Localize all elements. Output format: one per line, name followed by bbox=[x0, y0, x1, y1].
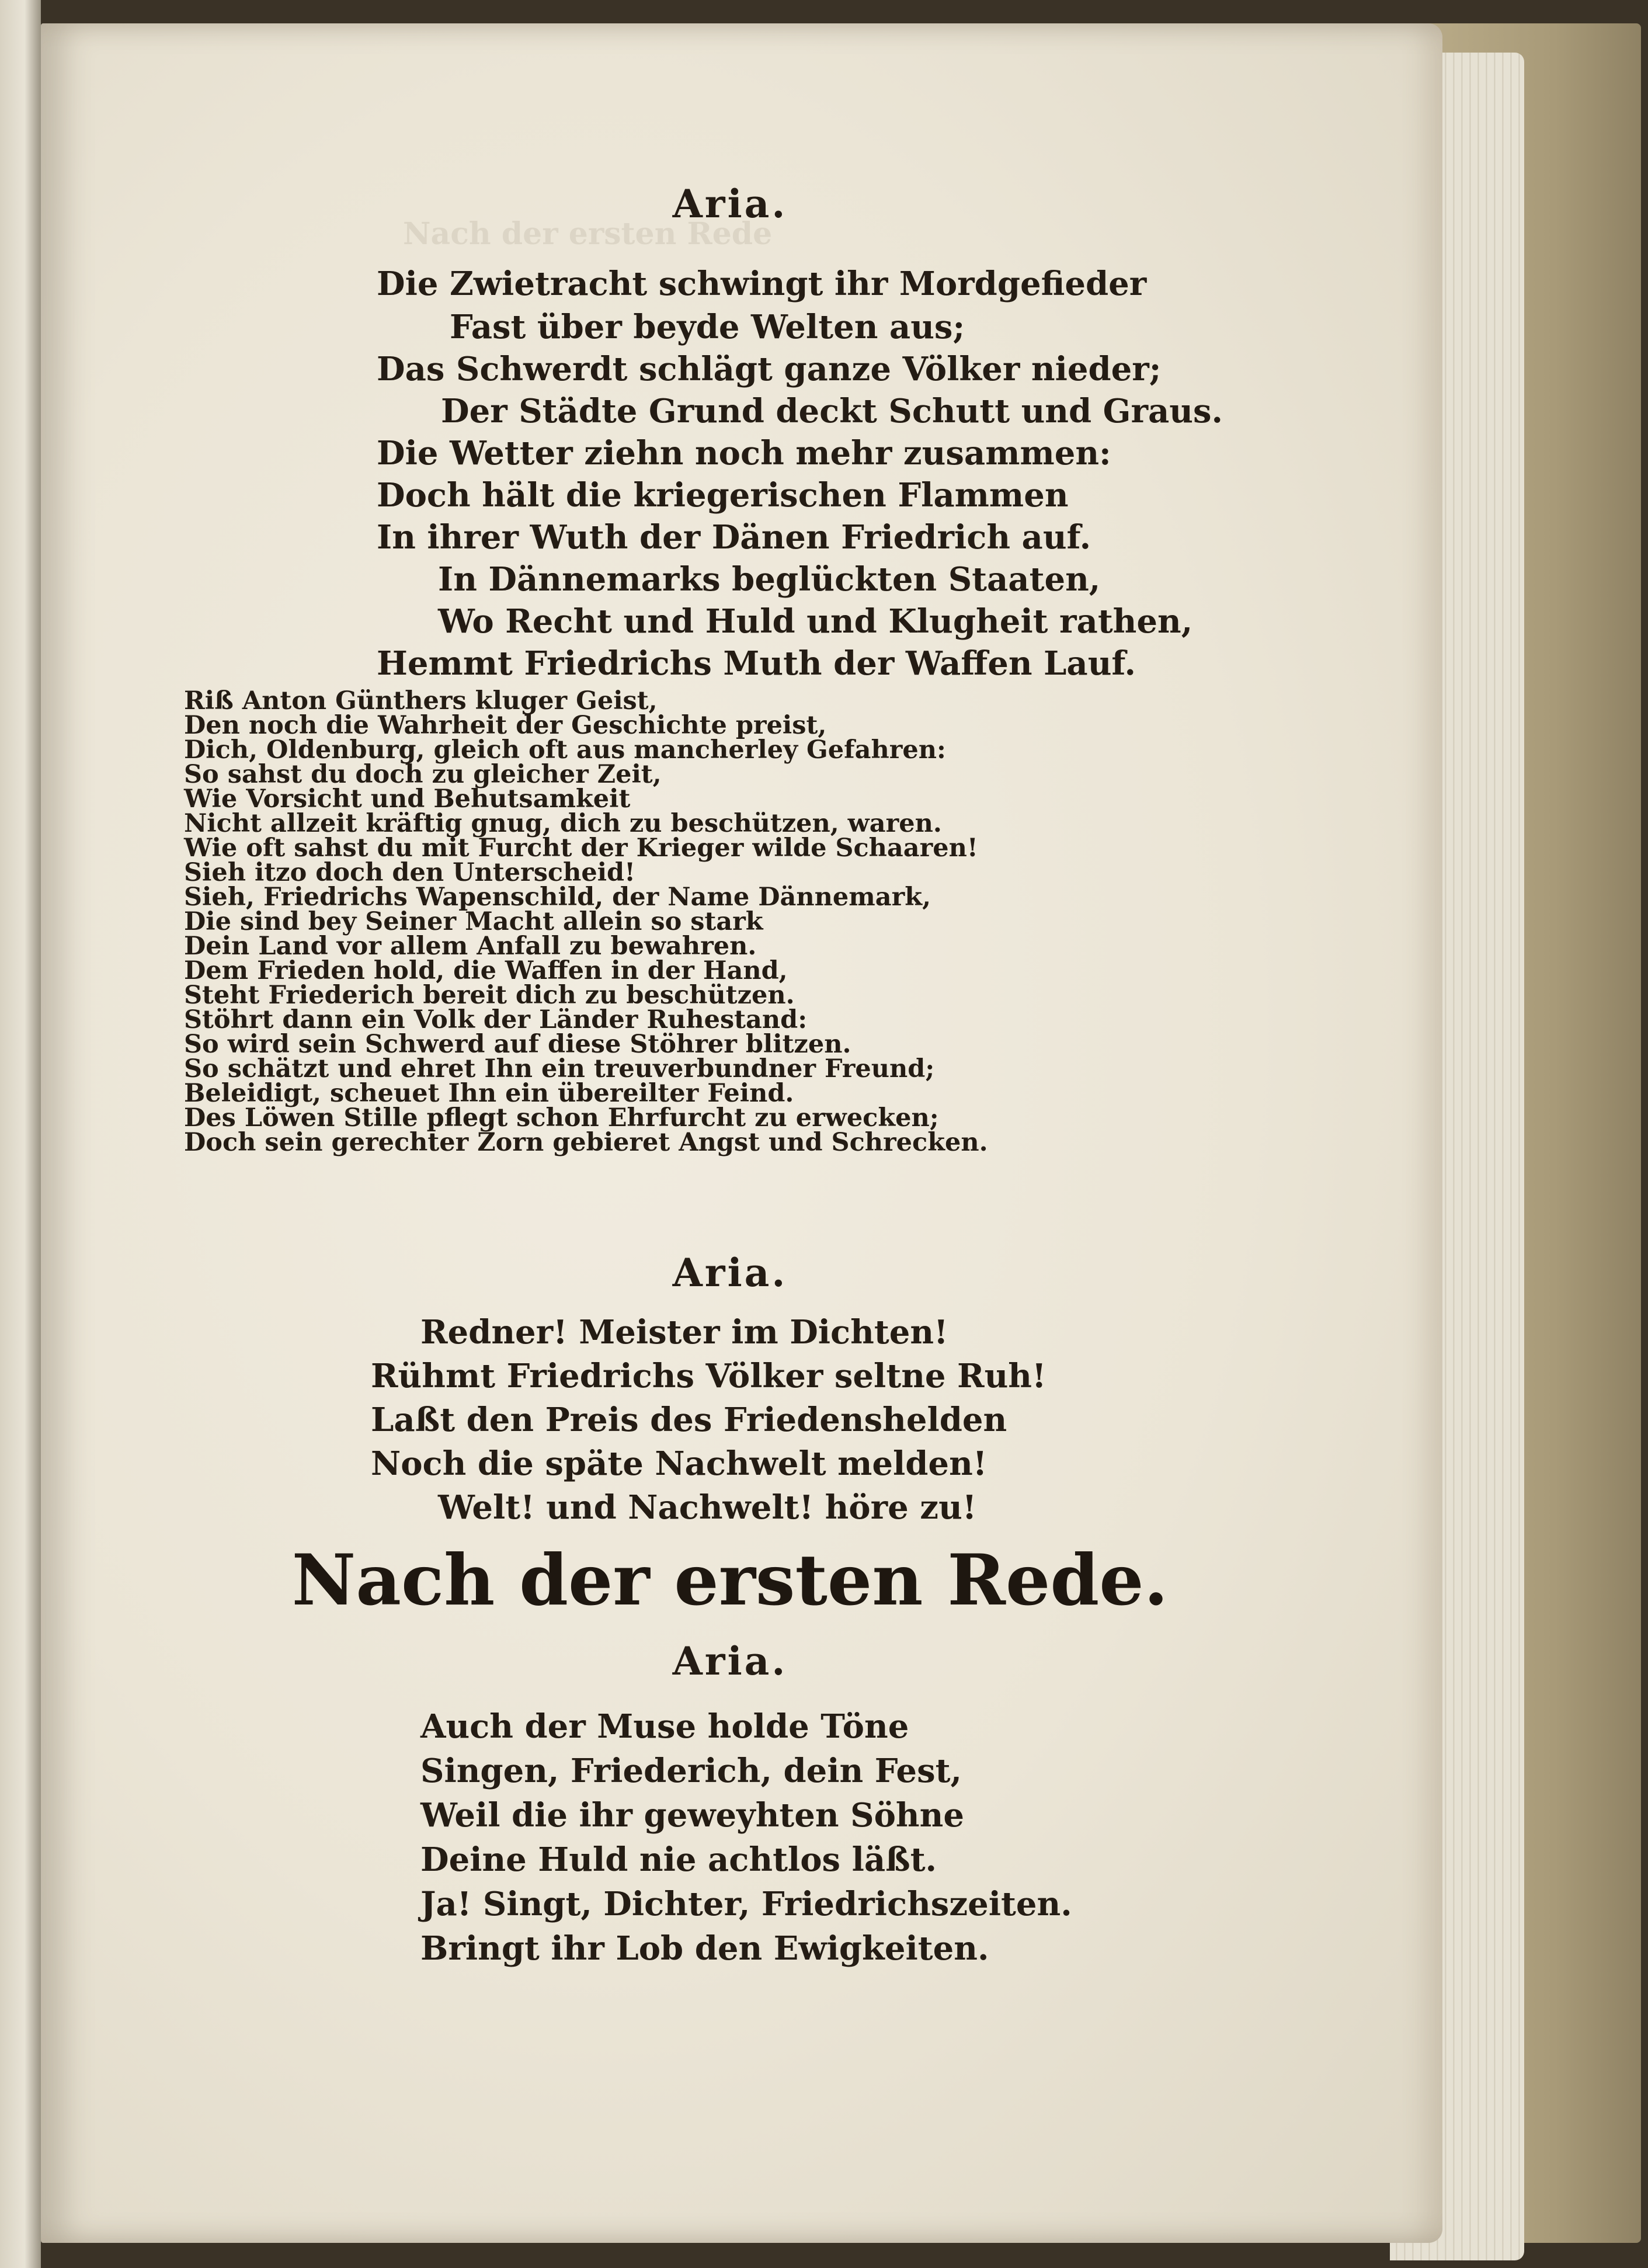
aria3-line-2: Singen, Friederich, dein Fest, bbox=[420, 1752, 962, 1790]
recit-line-19: Doch sein gerechter Zorn gebieret Angst und Schrecken. bbox=[184, 1128, 988, 1157]
aria1-line-6: Doch hält die kriegerischen Flammen bbox=[377, 476, 1069, 515]
aria2-line-1: Redner! Meister im Dichten! bbox=[420, 1313, 948, 1352]
aria1-line-1 bbox=[377, 263, 1146, 305]
aria3-line-6: Bringt ihr Lob den Ewigkeiten. bbox=[420, 1929, 989, 1968]
recit-line-8: Sieh itzo doch den Unterscheid! bbox=[184, 858, 635, 887]
recit-line-15: So wird sein Schwerd auf diese Stöhrer blitzen. bbox=[184, 1030, 851, 1059]
aria3-line-4: Deine Huld nie achtlos läßt. bbox=[420, 1840, 937, 1879]
aria1-line-3: Das Schwerdt schlägt ganze Völker nieder; bbox=[377, 350, 1162, 388]
recit-line-14: Stöhrt dann ein Volk der Länder Ruhestand: bbox=[184, 1005, 808, 1034]
recit-line-5: Wie Vorsicht und Behutsamkeit bbox=[184, 784, 631, 814]
aria2-line-5: Welt! und Nachwelt! höre zu! bbox=[438, 1488, 977, 1527]
recit-line-18: Des Löwen Stille pflegt schon Ehrfurcht zu erwecken; bbox=[184, 1103, 939, 1133]
aria3-line-3: Weil die ihr geweyhten Söhne bbox=[420, 1796, 964, 1835]
recit-line-13: Steht Friederich bereit dich zu beschützen. bbox=[184, 981, 795, 1010]
aria2-line-4: Noch die späte Nachwelt melden! bbox=[371, 1444, 988, 1483]
aria-heading-1: Aria. bbox=[672, 181, 788, 227]
recit-line-17: Beleidigt, scheuet Ihn ein übereilter Feind. bbox=[184, 1079, 794, 1108]
aria-heading-3: Aria. bbox=[672, 1638, 788, 1684]
aria2-line-2: Rühmt Friedrichs Völker seltne Ruh! bbox=[371, 1357, 1046, 1395]
aria2-line-3: Laßt den Preis des Friedenshelden bbox=[371, 1401, 1007, 1439]
recit-line-4: So sahst du doch zu gleicher Zeit, bbox=[184, 760, 662, 789]
book-page bbox=[41, 23, 1442, 2243]
aria1-line-8: In Dännemarks beglückten Staaten, bbox=[438, 560, 1101, 599]
recit-line-11: Dein Land vor allem Anfall zu bewahren. bbox=[184, 932, 757, 961]
recit-line-3: Dich, Oldenburg, gleich oft aus mancherley Gefahren: bbox=[184, 735, 946, 765]
recit-line-12: Dem Frieden hold, die Waffen in der Hand, bbox=[184, 956, 788, 985]
recit-line-7: Wie oft sahst du mit Furcht der Krieger wilde Schaaren! bbox=[184, 833, 978, 863]
aria1-line-2: Fast über beyde Welten aus; bbox=[450, 308, 965, 346]
aria3-line-1: Auch der Muse holde Töne bbox=[420, 1707, 909, 1746]
aria1-line-5: Die Wetter ziehn noch mehr zusammen: bbox=[377, 434, 1111, 473]
aria1-line-9: Wo Recht und Huld und Klugheit rathen, bbox=[438, 602, 1193, 641]
aria1-line-4: Der Städte Grund deckt Schutt und Graus. bbox=[441, 392, 1223, 430]
aria-heading-2: Aria. bbox=[672, 1250, 788, 1295]
aria1-line-7: In ihrer Wuth der Dänen Friedrich auf. bbox=[377, 518, 1091, 557]
recit-line-10: Die sind bey Seiner Macht allein so stark bbox=[184, 907, 763, 936]
show-through-text: Nach der ersten Rede bbox=[403, 216, 773, 252]
aria1-line-1-text: Die Zwietracht schwingt ihr Mordgefieder bbox=[377, 265, 1147, 303]
aria1-line-10: Hemmt Friedrichs Muth der Waffen Lauf. bbox=[377, 644, 1136, 683]
recit-line-6: Nicht allzeit kräftig gnug, dich zu beschützen, waren. bbox=[184, 809, 942, 838]
recit-line-1: Riß Anton Günthers kluger Geist, bbox=[184, 686, 658, 716]
facing-page-edge bbox=[0, 0, 41, 2268]
recit-line-16: So schätzt und ehret Ihn ein treuverbundner Freund; bbox=[184, 1054, 935, 1083]
recit-line-2: Den noch die Wahrheit der Geschichte preist, bbox=[184, 711, 827, 740]
aria3-line-5: Ja! Singt, Dichter, Friedrichszeiten. bbox=[420, 1885, 1072, 1923]
section-title: Nach der ersten Rede. bbox=[291, 1539, 1169, 1621]
recit-line-9: Sieh, Friedrichs Wapenschild, der Name Dännemark, bbox=[184, 883, 931, 912]
page-content bbox=[146, 23, 1314, 2243]
